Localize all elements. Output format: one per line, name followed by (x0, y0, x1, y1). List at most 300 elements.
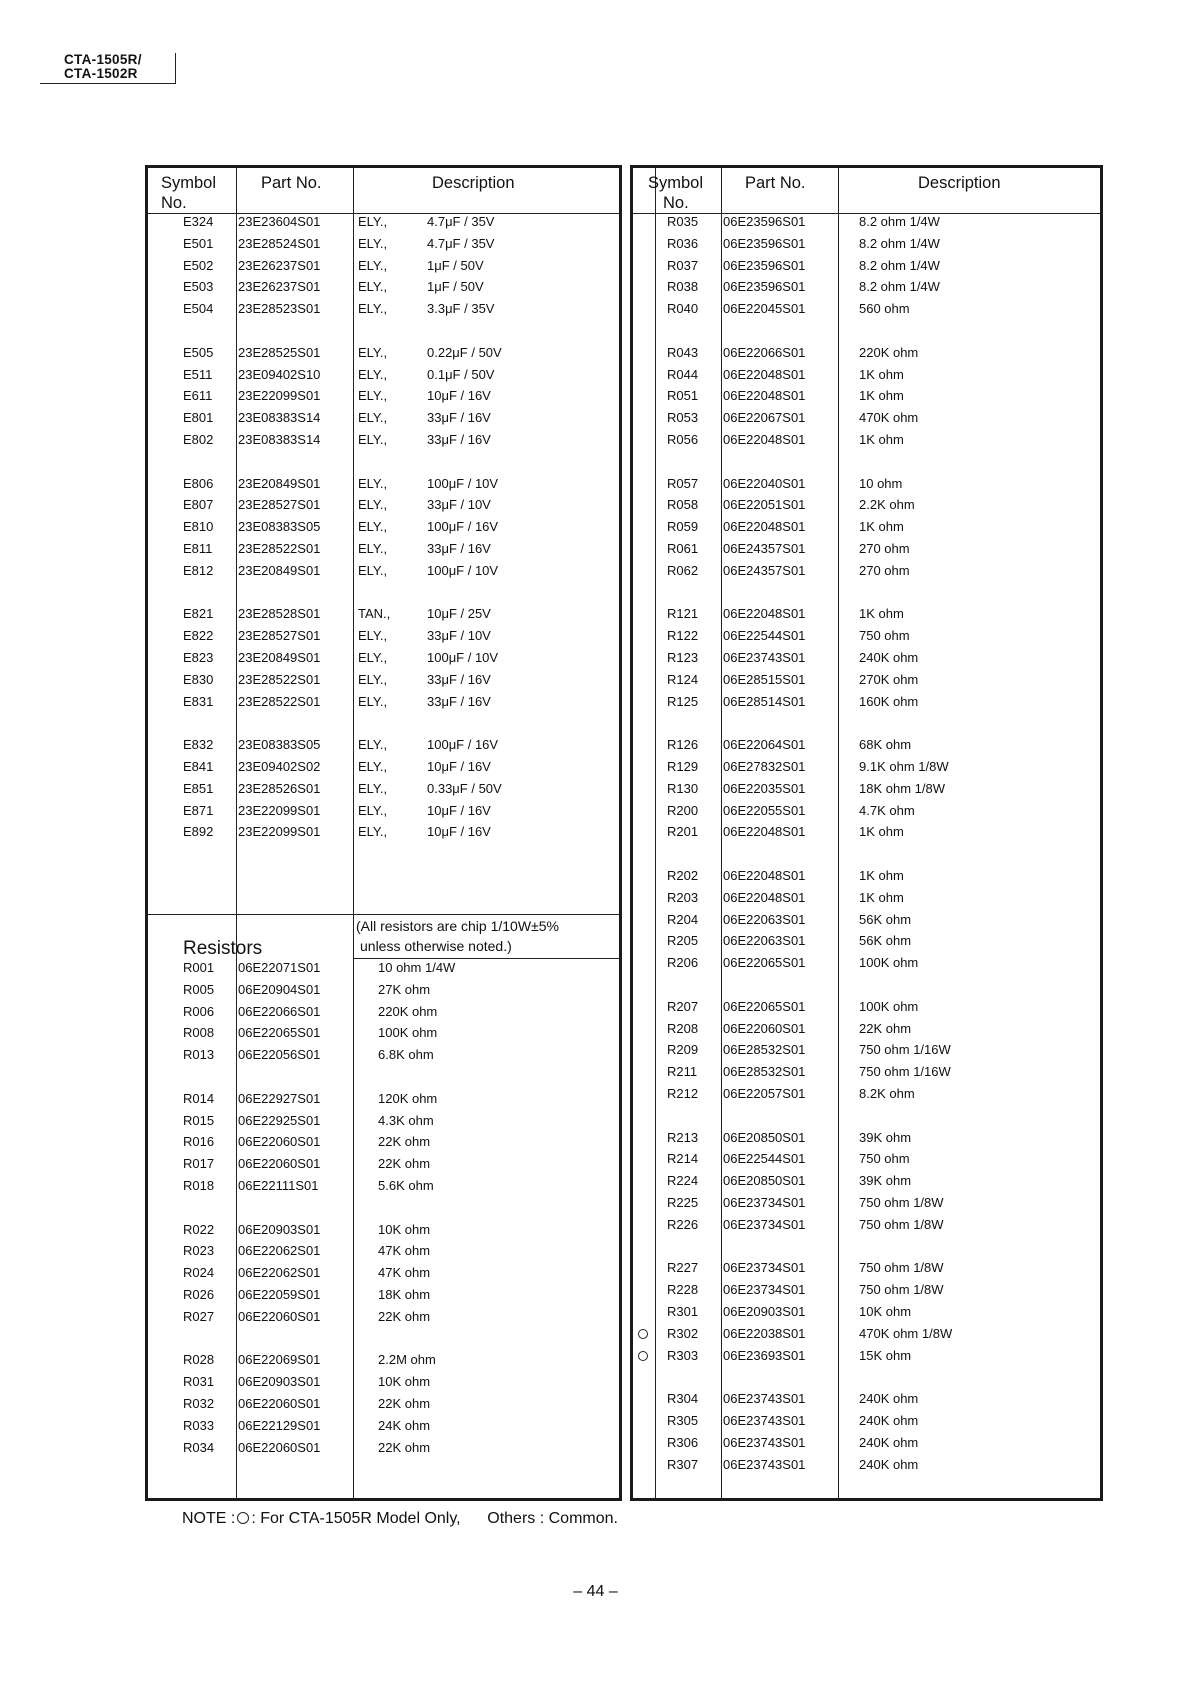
description-cell: 8.2 ohm 1/4W (859, 257, 940, 273)
part-number-cell: 06E22048S01 (723, 366, 806, 382)
table-row (633, 691, 1100, 713)
symbol-cell: R057 (667, 475, 699, 491)
description-cell: 56K ohm (859, 911, 912, 927)
part-number-cell: 06E22056S01 (238, 1047, 321, 1063)
symbol-cell: R303 (667, 1347, 699, 1363)
value-cell: 33μF / 16V (427, 410, 491, 426)
header-part-no: Part No. (745, 174, 806, 192)
symbol-cell: E810 (183, 519, 214, 535)
part-number-cell: 06E22060S01 (723, 1020, 806, 1036)
description-cell: 10K ohm (859, 1304, 912, 1319)
description-cell: 18K ohm (378, 1287, 431, 1302)
part-number-cell: 06E22111S01 (238, 1178, 319, 1193)
symbol-cell: R053 (667, 410, 699, 426)
part-number-cell: 23E28524S01 (238, 235, 321, 251)
part-number-cell: 23E08383S05 (238, 737, 321, 753)
part-number-cell: 06E22045S01 (723, 301, 806, 317)
description-cell: 270 ohm (859, 541, 910, 556)
part-number-cell: 23E28528S01 (238, 606, 321, 622)
table-row (633, 255, 1100, 277)
value-cell: 100μF / 10V (427, 650, 499, 665)
description-cell: 270K ohm (859, 671, 919, 687)
symbol-cell: R224 (667, 1173, 699, 1189)
symbol-cell: R201 (667, 824, 699, 840)
description-cell: 1K ohm (859, 388, 904, 404)
description-cell: 240K ohm (859, 1434, 919, 1450)
description-cell: 240K ohm (859, 1391, 919, 1407)
part-number-cell: 23E26237S01 (238, 257, 321, 273)
part-number-cell: 06E22048S01 (723, 606, 806, 622)
value-cell: 10μF / 25V (427, 606, 491, 622)
part-number-cell: 06E23743S01 (723, 1434, 806, 1450)
table-row (633, 756, 1100, 778)
type-cell: ELY., (358, 497, 388, 513)
symbol-cell: R040 (667, 301, 699, 317)
description-cell: 270 ohm (859, 562, 910, 578)
table-row (148, 407, 619, 429)
description-cell: 100K ohm (859, 955, 919, 971)
model-line-2: CTA-1502R (64, 66, 138, 81)
symbol-cell: E892 (183, 824, 214, 840)
symbol-cell: R208 (667, 1020, 699, 1036)
resistors-note-line-1: (All resistors are chip 1/10W±5% (356, 918, 559, 934)
part-number-cell: 23E28522S01 (238, 671, 321, 687)
table-row (633, 930, 1100, 952)
part-number-cell: 06E20903S01 (238, 1374, 321, 1390)
part-number-cell: 06E22060S01 (238, 1134, 321, 1150)
value-cell: 0.1μF / 50V (427, 366, 495, 382)
symbol-cell: E823 (183, 650, 214, 665)
type-cell: ELY., (358, 214, 388, 229)
model-only-marker-icon (638, 1351, 648, 1361)
table-row (148, 1044, 619, 1066)
part-number-cell: 06E22066S01 (238, 1003, 321, 1019)
type-cell: ELY., (358, 366, 388, 382)
description-cell: 1K ohm (859, 366, 904, 382)
table-row (148, 516, 619, 538)
table-row (633, 1170, 1100, 1192)
table-row (633, 233, 1100, 255)
description-cell: 24K ohm (378, 1417, 431, 1433)
symbol-cell: R015 (183, 1112, 215, 1128)
part-number-cell: 06E23734S01 (723, 1260, 806, 1276)
description-cell: 750 ohm (859, 628, 910, 644)
value-cell: 33μF / 10V (427, 628, 491, 644)
part-number-cell: 06E22066S01 (723, 344, 806, 360)
symbol-cell: R044 (667, 366, 699, 382)
table-row (633, 560, 1100, 582)
table-row (148, 429, 619, 451)
symbol-cell: R001 (183, 960, 215, 975)
description-cell: 22K ohm (378, 1396, 431, 1411)
symbol-cell: R024 (183, 1265, 215, 1281)
part-number-cell: 06E22060S01 (238, 1308, 321, 1324)
part-number-cell: 06E23693S01 (723, 1347, 806, 1363)
header-description: Description (918, 174, 1001, 192)
table-row (633, 516, 1100, 538)
header-symbol: Symbol (161, 174, 217, 192)
part-number-cell: 23E28527S01 (238, 497, 321, 513)
symbol-cell: E841 (183, 759, 214, 774)
part-number-cell: 06E23596S01 (723, 214, 806, 229)
value-cell: 33μF / 10V (427, 497, 491, 513)
part-number-cell: 23E28522S01 (238, 541, 321, 556)
symbol-cell: E802 (183, 432, 214, 447)
table-row (633, 1432, 1100, 1454)
type-cell: ELY., (358, 475, 388, 491)
symbol-cell: R213 (667, 1129, 699, 1145)
description-cell: 1K ohm (859, 432, 904, 447)
table-row (633, 473, 1100, 495)
symbol-cell: R212 (667, 1086, 699, 1101)
symbol-cell: R121 (667, 606, 699, 622)
description-cell: 4.7K ohm (859, 802, 915, 818)
type-cell: ELY., (358, 541, 388, 556)
symbol-cell: R027 (183, 1308, 215, 1324)
table-row (633, 952, 1100, 974)
resistors-title: Resistors (183, 938, 263, 959)
symbol-cell: E503 (183, 279, 214, 295)
table-row (633, 1323, 1100, 1345)
table-row (633, 1301, 1100, 1323)
table-row (148, 1306, 619, 1328)
table-row (633, 821, 1100, 843)
type-cell: ELY., (358, 279, 388, 295)
part-number-cell: 06E22035S01 (723, 780, 806, 796)
part-number-cell: 06E22063S01 (723, 933, 806, 949)
table-row (148, 385, 619, 407)
part-number-cell: 06E20850S01 (723, 1129, 806, 1145)
table-row (148, 756, 619, 778)
symbol-cell: R124 (667, 671, 699, 687)
table-row (633, 1127, 1100, 1149)
type-cell: ELY., (358, 301, 388, 317)
type-cell: ELY., (358, 432, 388, 447)
symbol-cell: R227 (667, 1260, 699, 1276)
part-number-cell: 06E22060S01 (238, 1396, 321, 1411)
description-cell: 47K ohm (378, 1243, 431, 1259)
symbol-cell: E830 (183, 671, 214, 687)
table-row (148, 364, 619, 386)
description-cell: 750 ohm 1/8W (859, 1216, 944, 1232)
description-cell: 27K ohm (378, 981, 431, 997)
symbol-cell: E611 (183, 388, 213, 404)
symbol-cell: R043 (667, 344, 699, 360)
symbol-cell: R062 (667, 562, 699, 578)
table-row (633, 1454, 1100, 1476)
part-number-cell: 06E22925S01 (238, 1112, 321, 1128)
symbol-cell: R051 (667, 388, 699, 404)
symbol-cell: R018 (183, 1178, 215, 1193)
note-text-1: : For CTA-1505R Model Only, (251, 1510, 461, 1527)
value-cell: 33μF / 16V (427, 432, 491, 447)
symbol-cell: R061 (667, 541, 699, 556)
part-number-cell: 06E20903S01 (723, 1304, 806, 1319)
table-row (633, 494, 1100, 516)
description-cell: 240K ohm (859, 1413, 919, 1428)
part-number-cell: 06E23734S01 (723, 1195, 806, 1210)
table-row (633, 1410, 1100, 1432)
part-number-cell: 06E22067S01 (723, 410, 806, 426)
symbol-cell: R205 (667, 933, 699, 949)
description-cell: 15K ohm (859, 1347, 912, 1363)
part-number-cell: 06E20904S01 (238, 981, 321, 997)
header-description: Description (432, 174, 515, 192)
symbol-cell: R202 (667, 868, 699, 883)
description-cell: 100K ohm (859, 998, 919, 1014)
symbol-cell: R008 (183, 1025, 215, 1041)
description-cell: 8.2 ohm 1/4W (859, 235, 940, 251)
part-number-cell: 06E22129S01 (238, 1417, 321, 1433)
value-cell: 4.7μF / 35V (427, 214, 495, 229)
symbol-cell: R306 (667, 1434, 699, 1450)
symbol-cell: R037 (667, 257, 699, 273)
description-cell: 750 ohm 1/8W (859, 1260, 944, 1276)
part-number-cell: 06E22048S01 (723, 889, 806, 905)
table-row (148, 1393, 619, 1415)
page-number: – 44 – (573, 1583, 618, 1600)
description-cell: 560 ohm (859, 301, 910, 317)
symbol-cell: R013 (183, 1047, 215, 1063)
symbol-cell: R028 (183, 1352, 215, 1368)
description-cell: 470K ohm 1/8W (859, 1325, 953, 1341)
description-cell: 39K ohm (859, 1173, 912, 1189)
value-cell: 100μF / 16V (427, 737, 499, 753)
type-cell: ELY., (358, 759, 388, 774)
table-row (148, 1371, 619, 1393)
description-cell: 10K ohm (378, 1374, 431, 1390)
value-cell: 33μF / 16V (427, 671, 491, 687)
value-cell: 10μF / 16V (427, 759, 491, 774)
type-cell: ELY., (358, 802, 388, 818)
type-cell: ELY., (358, 693, 388, 709)
part-number-cell: 06E22048S01 (723, 824, 806, 840)
symbol-cell: R026 (183, 1287, 215, 1302)
description-cell: 6.8K ohm (378, 1047, 434, 1063)
description-cell: 22K ohm (378, 1134, 431, 1150)
part-number-cell: 23E28522S01 (238, 693, 321, 709)
description-cell: 10 ohm (859, 475, 903, 491)
description-cell: 1K ohm (859, 606, 904, 622)
part-number-cell: 06E22060S01 (238, 1439, 321, 1455)
symbol-cell: R125 (667, 693, 699, 709)
description-cell: 47K ohm (378, 1265, 431, 1281)
symbol-cell: R203 (667, 889, 699, 905)
part-number-cell: 06E22048S01 (723, 388, 806, 404)
value-cell: 4.7μF / 35V (427, 235, 495, 251)
description-cell: 750 ohm 1/8W (859, 1282, 944, 1298)
symbol-cell: R305 (667, 1413, 699, 1428)
table-row (148, 298, 619, 320)
table-row (148, 538, 619, 560)
part-number-cell: 06E22048S01 (723, 519, 806, 535)
symbol-cell: E511 (183, 366, 213, 382)
table-row (148, 473, 619, 495)
description-cell: 4.3K ohm (378, 1112, 434, 1128)
description-cell: 8.2 ohm 1/4W (859, 279, 940, 295)
symbol-cell: E806 (183, 475, 214, 491)
header-symbol-no: No. (161, 194, 187, 212)
model-line-1: CTA-1505R/ (64, 52, 142, 67)
table-row (148, 494, 619, 516)
table-row (633, 276, 1100, 298)
value-cell: 100μF / 16V (427, 519, 499, 535)
symbol-cell: E504 (183, 301, 214, 317)
symbol-cell: R006 (183, 1003, 215, 1019)
description-cell: 18K ohm 1/8W (859, 780, 945, 796)
table-row (148, 1110, 619, 1132)
type-cell: ELY., (358, 737, 388, 753)
description-cell: 8.2K ohm (859, 1086, 915, 1101)
table-row (148, 691, 619, 713)
part-number-cell: 06E22062S01 (238, 1265, 321, 1281)
table-row (148, 647, 619, 669)
part-number-cell: 06E22071S01 (238, 960, 321, 975)
value-cell: 1μF / 50V (427, 279, 484, 295)
description-cell: 5.6K ohm (378, 1178, 434, 1193)
part-number-cell: 23E09402S02 (238, 759, 321, 774)
symbol-cell: R022 (183, 1221, 215, 1237)
symbol-cell: E324 (183, 214, 214, 229)
description-cell: 9.1K ohm 1/8W (859, 759, 949, 774)
value-cell: 10μF / 16V (427, 824, 491, 840)
part-number-cell: 23E28527S01 (238, 628, 321, 644)
description-cell: 240K ohm (859, 650, 919, 665)
part-number-cell: 06E22048S01 (723, 432, 806, 447)
right-parts-table (630, 165, 1103, 1501)
part-number-cell: 06E22065S01 (723, 998, 806, 1014)
part-number-cell: 23E08383S14 (238, 432, 321, 447)
symbol-cell: R036 (667, 235, 699, 251)
description-cell: 1K ohm (859, 519, 904, 535)
part-number-cell: 06E20903S01 (238, 1221, 321, 1237)
type-cell: ELY., (358, 388, 388, 404)
part-number-cell: 06E24357S01 (723, 541, 806, 556)
table-row (633, 909, 1100, 931)
table-row (148, 1284, 619, 1306)
symbol-cell: E851 (183, 780, 214, 796)
table-row (633, 1018, 1100, 1040)
table-row (633, 407, 1100, 429)
table-row (148, 1022, 619, 1044)
description-cell: 220K ohm (859, 344, 919, 360)
description-cell: 22K ohm (378, 1439, 431, 1455)
table-row (148, 1175, 619, 1197)
symbol-cell: R129 (667, 759, 699, 774)
value-cell: 33μF / 16V (427, 693, 491, 709)
symbol-cell: R200 (667, 802, 699, 818)
part-number-cell: 06E24357S01 (723, 562, 806, 578)
part-number-cell: 06E22040S01 (723, 475, 806, 491)
description-cell: 22K ohm (378, 1156, 431, 1172)
symbol-cell: E821 (183, 606, 214, 622)
description-cell: 56K ohm (859, 933, 912, 949)
part-number-cell: 06E28532S01 (723, 1042, 806, 1058)
part-number-cell: 23E20849S01 (238, 475, 321, 491)
table-row (148, 1240, 619, 1262)
symbol-cell: E822 (183, 628, 214, 644)
part-number-cell: 06E22065S01 (723, 955, 806, 971)
description-cell: 750 ohm 1/16W (859, 1042, 951, 1058)
table-row (633, 1388, 1100, 1410)
part-number-cell: 06E23734S01 (723, 1282, 806, 1298)
description-cell: 100K ohm (378, 1025, 438, 1041)
part-number-cell: 23E22099S01 (238, 824, 321, 840)
value-cell: 10μF / 16V (427, 388, 491, 404)
table-row (633, 1279, 1100, 1301)
note-text-2: Others : Common. (487, 1510, 618, 1527)
table-row (633, 1345, 1100, 1367)
type-cell: ELY., (358, 235, 388, 251)
part-number-cell: 23E08383S05 (238, 519, 321, 535)
symbol-cell: R059 (667, 519, 699, 535)
part-number-cell: 06E22544S01 (723, 628, 806, 644)
description-cell: 1K ohm (859, 868, 904, 883)
symbol-cell: R005 (183, 981, 215, 997)
description-cell: 2.2K ohm (859, 497, 915, 513)
description-cell: 220K ohm (378, 1003, 438, 1019)
table-row (148, 957, 619, 979)
table-row (633, 385, 1100, 407)
symbol-cell: R304 (667, 1391, 699, 1407)
description-cell: 10K ohm (378, 1221, 431, 1237)
type-cell: ELY., (358, 628, 388, 644)
part-number-cell: 06E22069S01 (238, 1352, 321, 1368)
part-number-cell: 06E22048S01 (723, 868, 806, 883)
type-cell: ELY., (358, 650, 388, 665)
part-number-cell: 06E23743S01 (723, 650, 806, 665)
part-number-cell: 06E23743S01 (723, 1413, 806, 1428)
description-cell: 22K ohm (378, 1308, 431, 1324)
symbol-cell: R032 (183, 1396, 215, 1411)
symbol-cell: R017 (183, 1156, 215, 1172)
table-row (633, 734, 1100, 756)
table-row (633, 647, 1100, 669)
table-row (148, 821, 619, 843)
type-cell: ELY., (358, 780, 388, 796)
table-row (633, 211, 1100, 233)
part-number-cell: 06E20850S01 (723, 1173, 806, 1189)
value-cell: 0.22μF / 50V (427, 344, 502, 360)
part-number-cell: 06E22059S01 (238, 1287, 321, 1302)
value-cell: 0.33μF / 50V (427, 780, 502, 796)
table-row (633, 1083, 1100, 1105)
table-row (633, 800, 1100, 822)
table-row (633, 603, 1100, 625)
description-cell: 240K ohm (859, 1456, 919, 1472)
symbol-cell: R033 (183, 1417, 215, 1433)
table-row (148, 800, 619, 822)
symbol-cell: R016 (183, 1134, 215, 1150)
symbol-cell: E832 (183, 737, 214, 753)
table-row (633, 887, 1100, 909)
header-symbol-no: No. (663, 194, 689, 212)
table-row (148, 979, 619, 1001)
table-row (633, 996, 1100, 1018)
table-row (148, 1437, 619, 1459)
table-row (148, 1131, 619, 1153)
part-number-cell: 06E22064S01 (723, 737, 806, 753)
type-cell: ELY., (358, 824, 388, 840)
symbol-cell: E807 (183, 497, 214, 513)
symbol-cell: R034 (183, 1439, 215, 1455)
symbol-cell: R130 (667, 780, 699, 796)
table-row (148, 1001, 619, 1023)
part-number-cell: 06E22544S01 (723, 1151, 806, 1167)
table-row (148, 734, 619, 756)
part-number-cell: 06E23596S01 (723, 235, 806, 251)
part-number-cell: 23E26237S01 (238, 279, 321, 295)
